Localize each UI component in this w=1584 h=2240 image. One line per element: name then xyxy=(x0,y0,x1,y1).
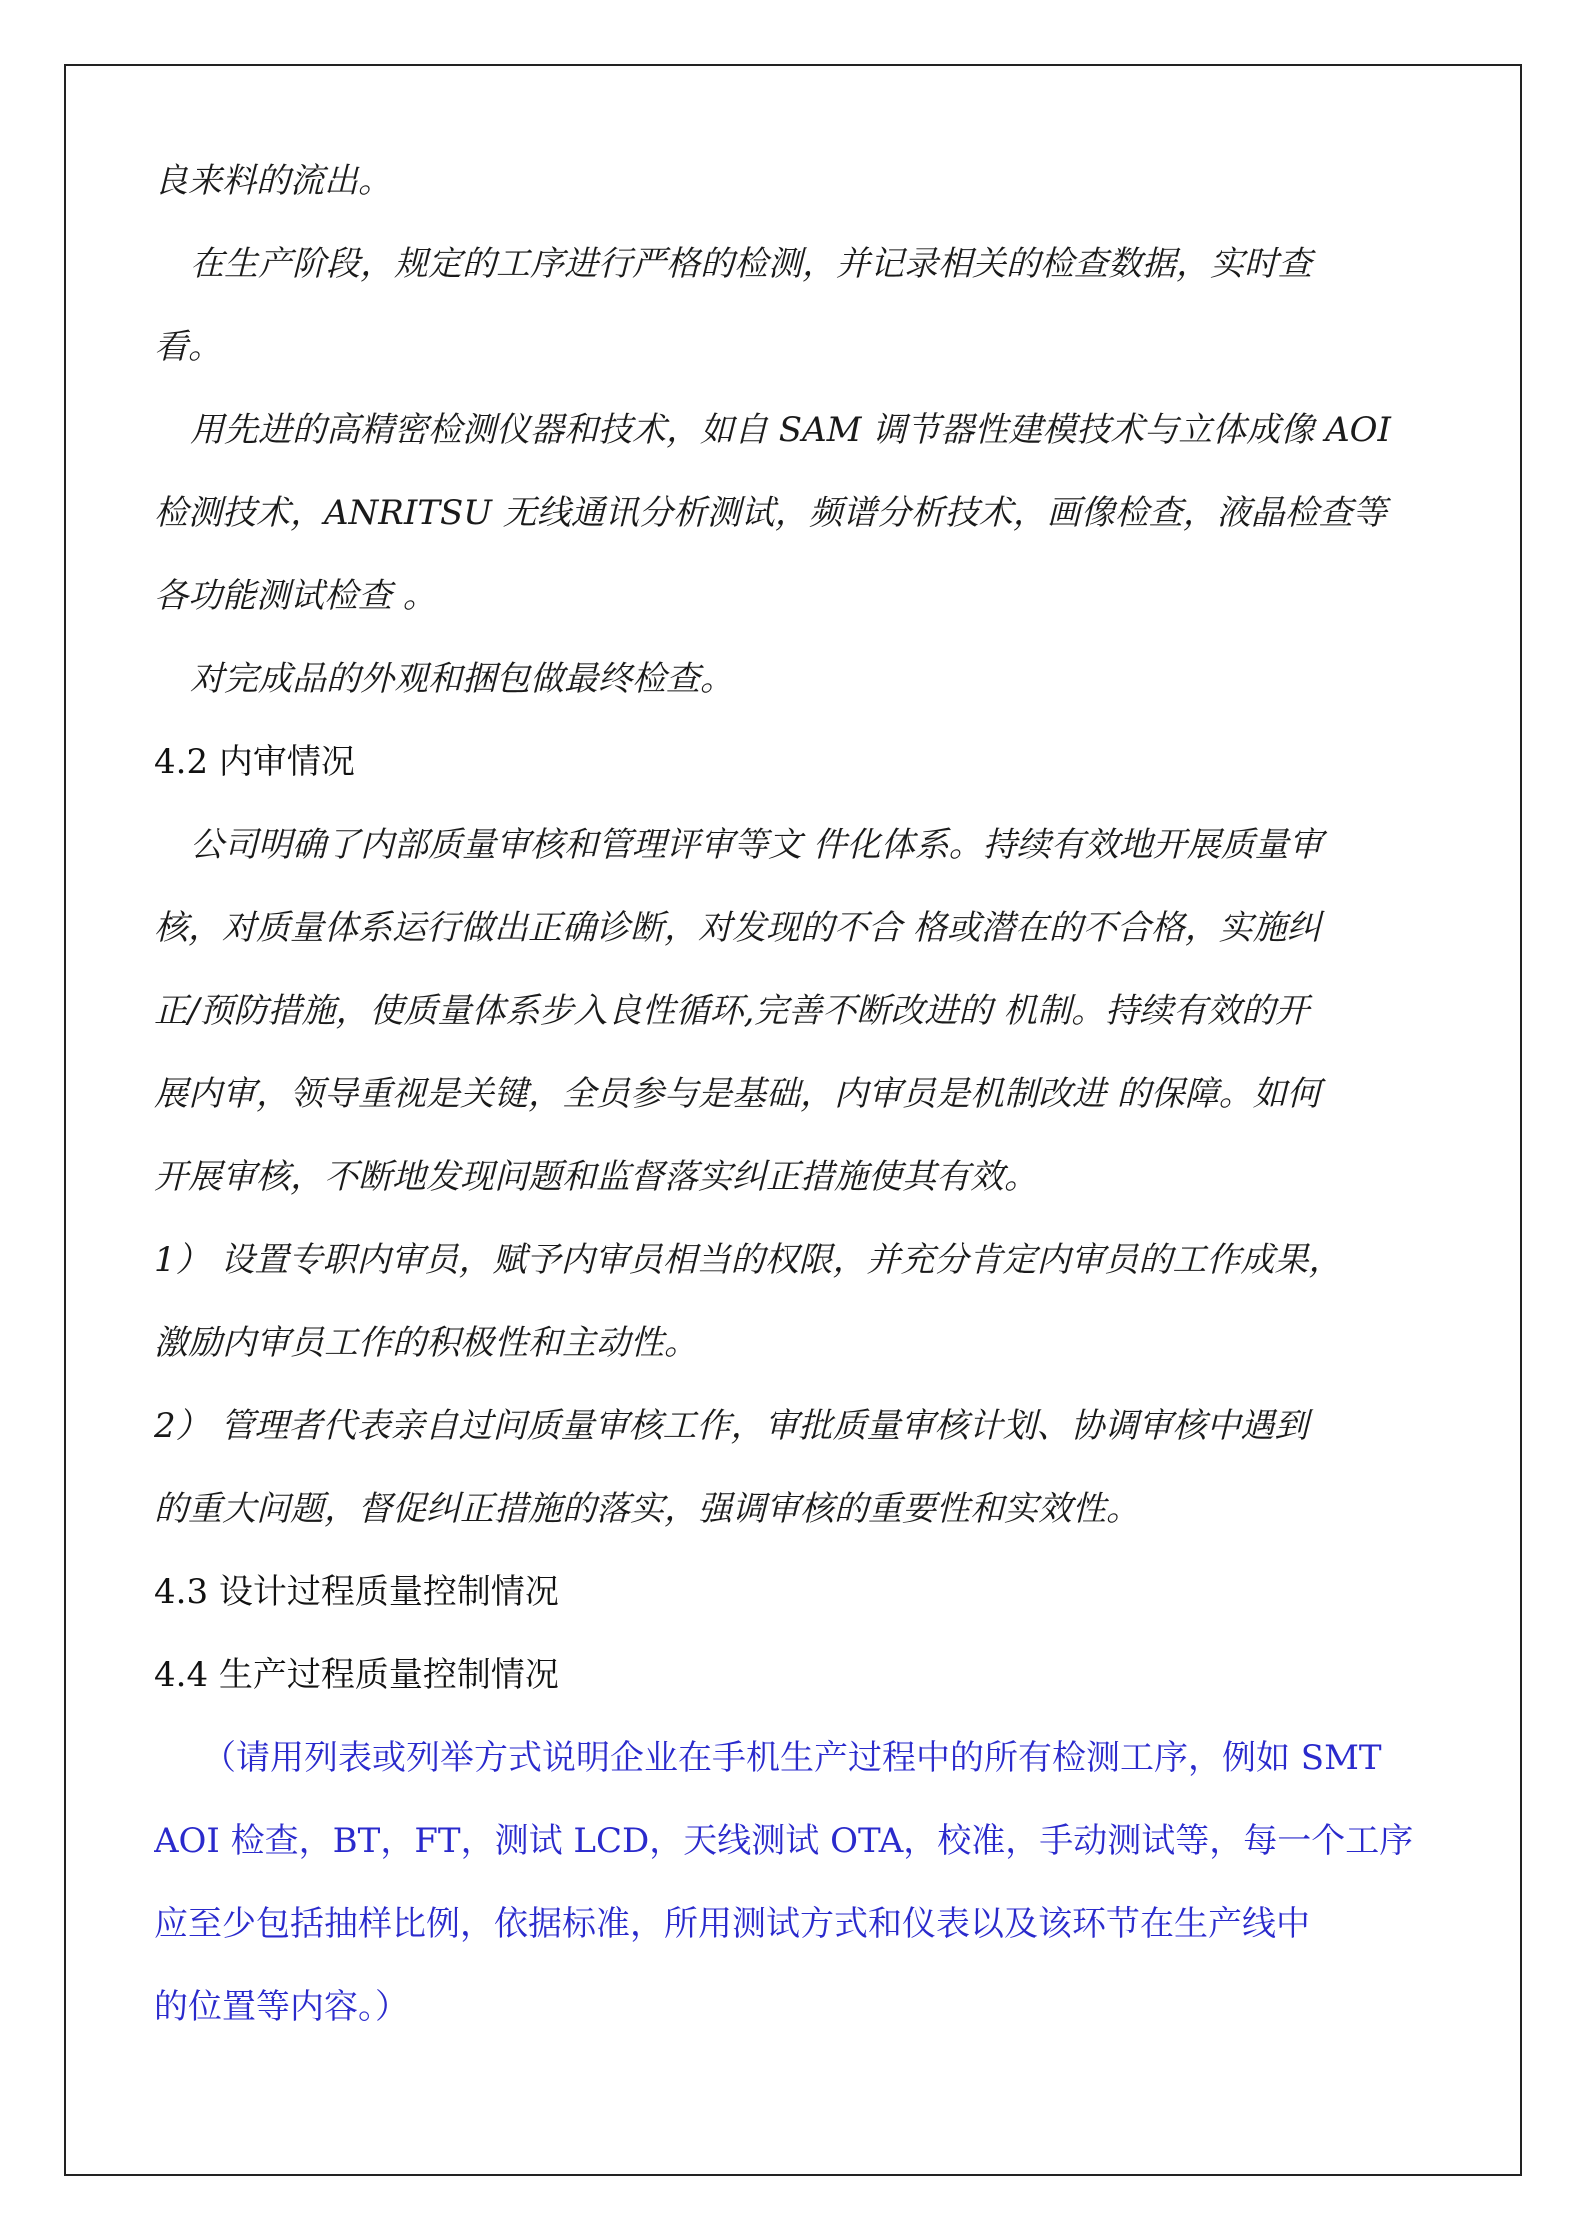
list-item-2: 2） 管理者代表亲自过问质量审核工作，审批质量审核计划、协调审核中遇到 xyxy=(154,1406,1309,1446)
paragraph-line: 看。 xyxy=(154,327,222,367)
paragraph-line: 公司明确了内部质量审核和管理评审等文 件化体系。持续有效地开展质量审 xyxy=(190,825,1323,865)
instruction-note-line: （请用列表或列举方式说明企业在手机生产过程中的所有检测工序，例如 SMT xyxy=(202,1738,1382,1778)
list-item-1: 1） 设置专职内审员，赋予内审员相当的权限，并充分肯定内审员的工作成果， xyxy=(154,1240,1343,1280)
paragraph-line: 用先进的高精密检测仪器和技术，如自 SAM 调节器性建模技术与立体成像 AOI xyxy=(190,410,1391,450)
paragraph-line: 展内审，领导重视是关键，全员参与是基础，内审员是机制改进 的保障。如何 xyxy=(154,1074,1321,1114)
paragraph-line: 核，对质量体系运行做出正确诊断，对发现的不合 格或潜在的不合格，实施纠 xyxy=(154,908,1321,948)
document-body xyxy=(154,140,1444,2049)
instruction-note-line: AOI 检查，BT，FT，测试 LCD，天线测试 OTA，校准，手动测试等，每一个工序 xyxy=(154,1821,1414,1861)
paragraph-line: 开展审核，不断地发现问题和监督落实纠正措施使其有效。 xyxy=(154,1157,1038,1197)
paragraph-line: 在生产阶段，规定的工序进行严格的检测，并记录相关的检查数据，实时查 xyxy=(190,244,1312,284)
list-item-1-cont: 激励内审员工作的积极性和主动性。 xyxy=(154,1323,698,1363)
section-heading-4-4: 4.4 生产过程质量控制情况 xyxy=(154,1655,559,1695)
paragraph-line: 检测技术，ANRITSU 无线通讯分析测试，频谱分析技术，画像检查，液晶检查等 xyxy=(154,493,1387,533)
instruction-note-line: 应至少包括抽样比例，依据标准，所用测试方式和仪表以及该环节在生产线中 xyxy=(154,1904,1310,1944)
paragraph-line: 对完成品的外观和捆包做最终检查。 xyxy=(190,659,734,699)
paragraph-line: 良来料的流出。 xyxy=(154,161,392,201)
list-item-2-cont: 的重大问题，督促纠正措施的落实，强调审核的重要性和实效性。 xyxy=(154,1489,1140,1529)
paragraph-line: 正/预防措施，使质量体系步入良性循环,完善不断改进的 机制。持续有效的开 xyxy=(154,991,1310,1031)
section-heading-4-3: 4.3 设计过程质量控制情况 xyxy=(154,1572,559,1612)
instruction-note-line: 的位置等内容。） xyxy=(154,1987,409,2027)
paragraph-line: 各功能测试检查 。 xyxy=(154,576,437,616)
section-heading-4-2: 4.2 内审情况 xyxy=(154,742,355,782)
